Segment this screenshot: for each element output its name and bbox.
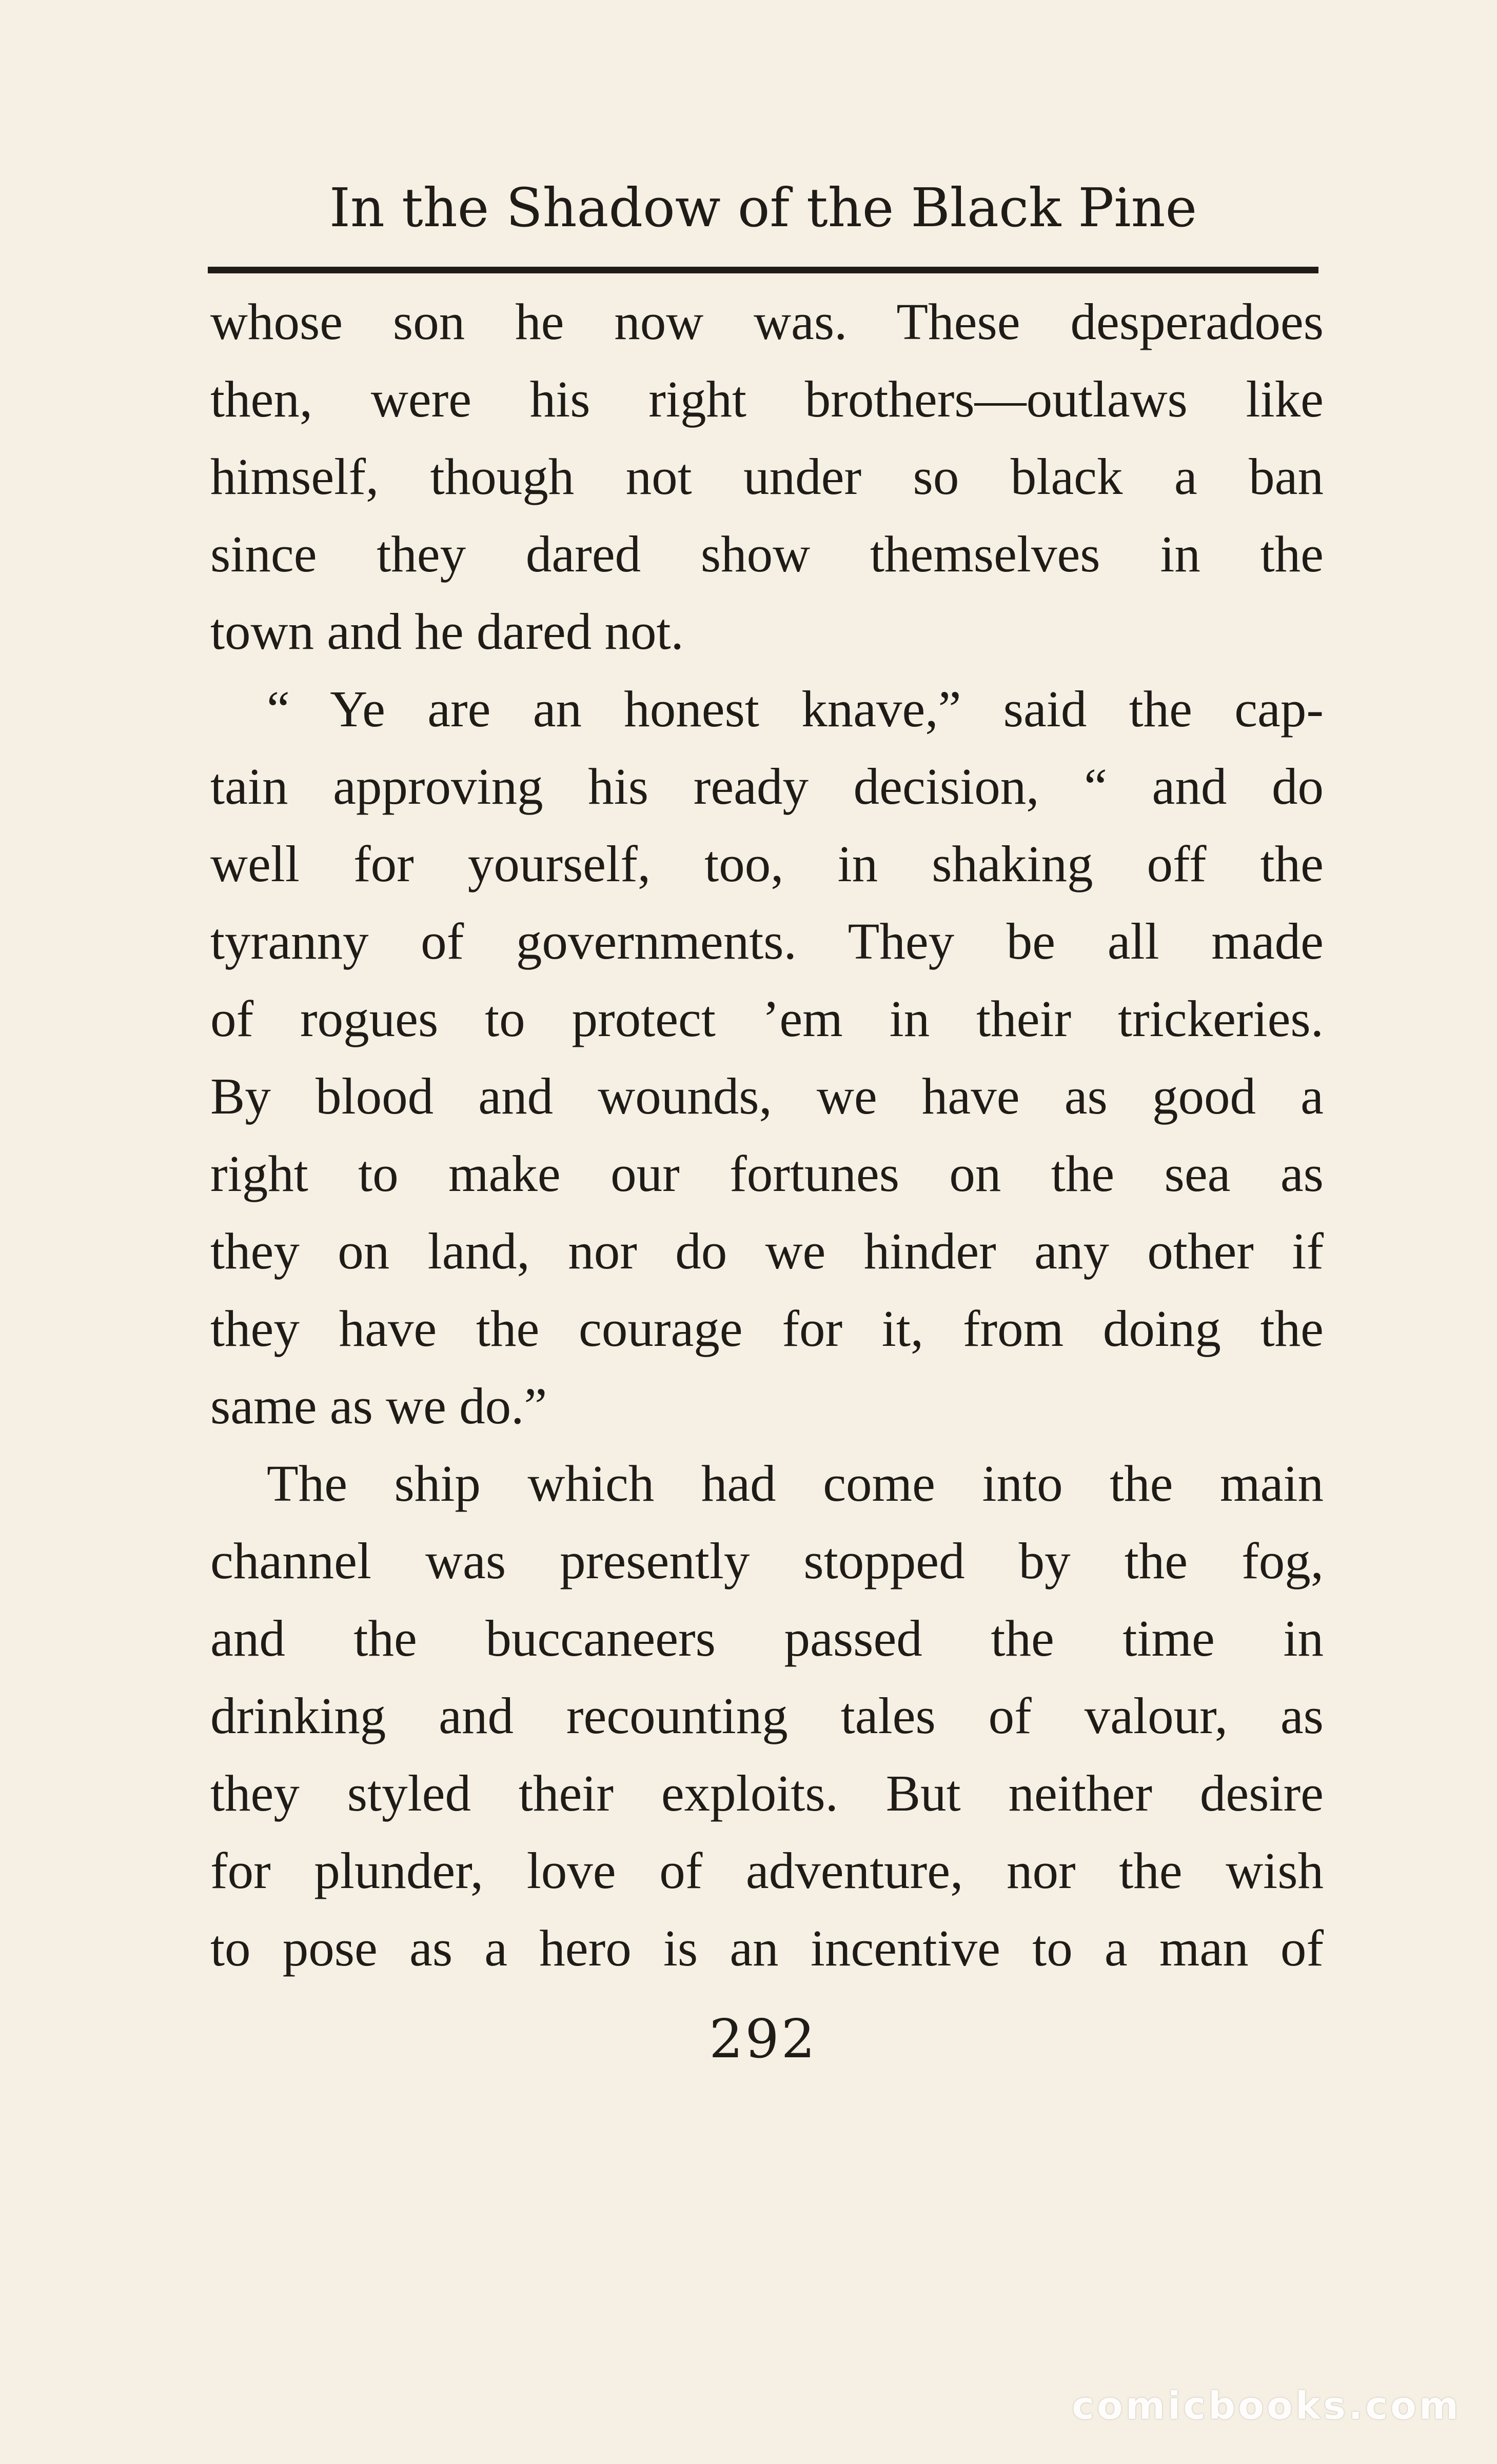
text-line: well for yourself, too, in shaking off the xyxy=(210,835,1324,892)
watermark: comicbooks.com xyxy=(1072,2384,1461,2428)
text-line: they have the courage for it, from doing the xyxy=(210,1300,1324,1357)
text-line: channel was presently stopped by the fog, xyxy=(210,1532,1324,1589)
running-head: In the Shadow of the Black Pine xyxy=(329,176,1197,239)
text-line: same as we do.” xyxy=(210,1377,547,1435)
text-line: “ Ye are an honest knave,” said the cap- xyxy=(267,680,1324,738)
text-line: to pose as a hero is an incentive to a man of xyxy=(210,1919,1324,1977)
header-rule xyxy=(208,267,1318,273)
text-line: himself, though not under so black a ban xyxy=(210,448,1324,505)
paragraph-1 xyxy=(210,283,1324,670)
text-line: right to make our fortunes on the sea as xyxy=(210,1145,1324,1202)
text-line: By blood and wounds, we have as good a xyxy=(210,1067,1324,1125)
text-line: tain approving his ready decision, “ and do xyxy=(210,758,1324,815)
text-line: town and he dared not. xyxy=(210,603,684,660)
body-text xyxy=(210,283,1324,1987)
text-line: they styled their exploits. But neither desire xyxy=(210,1764,1324,1822)
text-line: since they dared show themselves in the xyxy=(210,525,1324,583)
text-line: drinking and recounting tales of valour, as xyxy=(210,1687,1324,1744)
text-line: and the buccaneers passed the time in xyxy=(210,1609,1324,1667)
text-line: whose son he now was. These desperadoes xyxy=(210,293,1324,350)
text-line: they on land, nor do we hinder any other if xyxy=(210,1222,1324,1280)
paragraph-2 xyxy=(210,670,1324,1445)
text-line: of rogues to protect ’em in their trickeries. xyxy=(210,990,1324,1047)
text-line: The ship which had come into the main xyxy=(267,1455,1324,1512)
text-line: then, were his right brothers—outlaws like xyxy=(210,370,1324,428)
text-line: tyranny of governments. They be all made xyxy=(210,912,1324,970)
page-number: 292 xyxy=(709,2008,817,2070)
paragraph-3 xyxy=(210,1445,1324,1987)
text-line: for plunder, love of adventure, nor the wish xyxy=(210,1842,1324,1899)
